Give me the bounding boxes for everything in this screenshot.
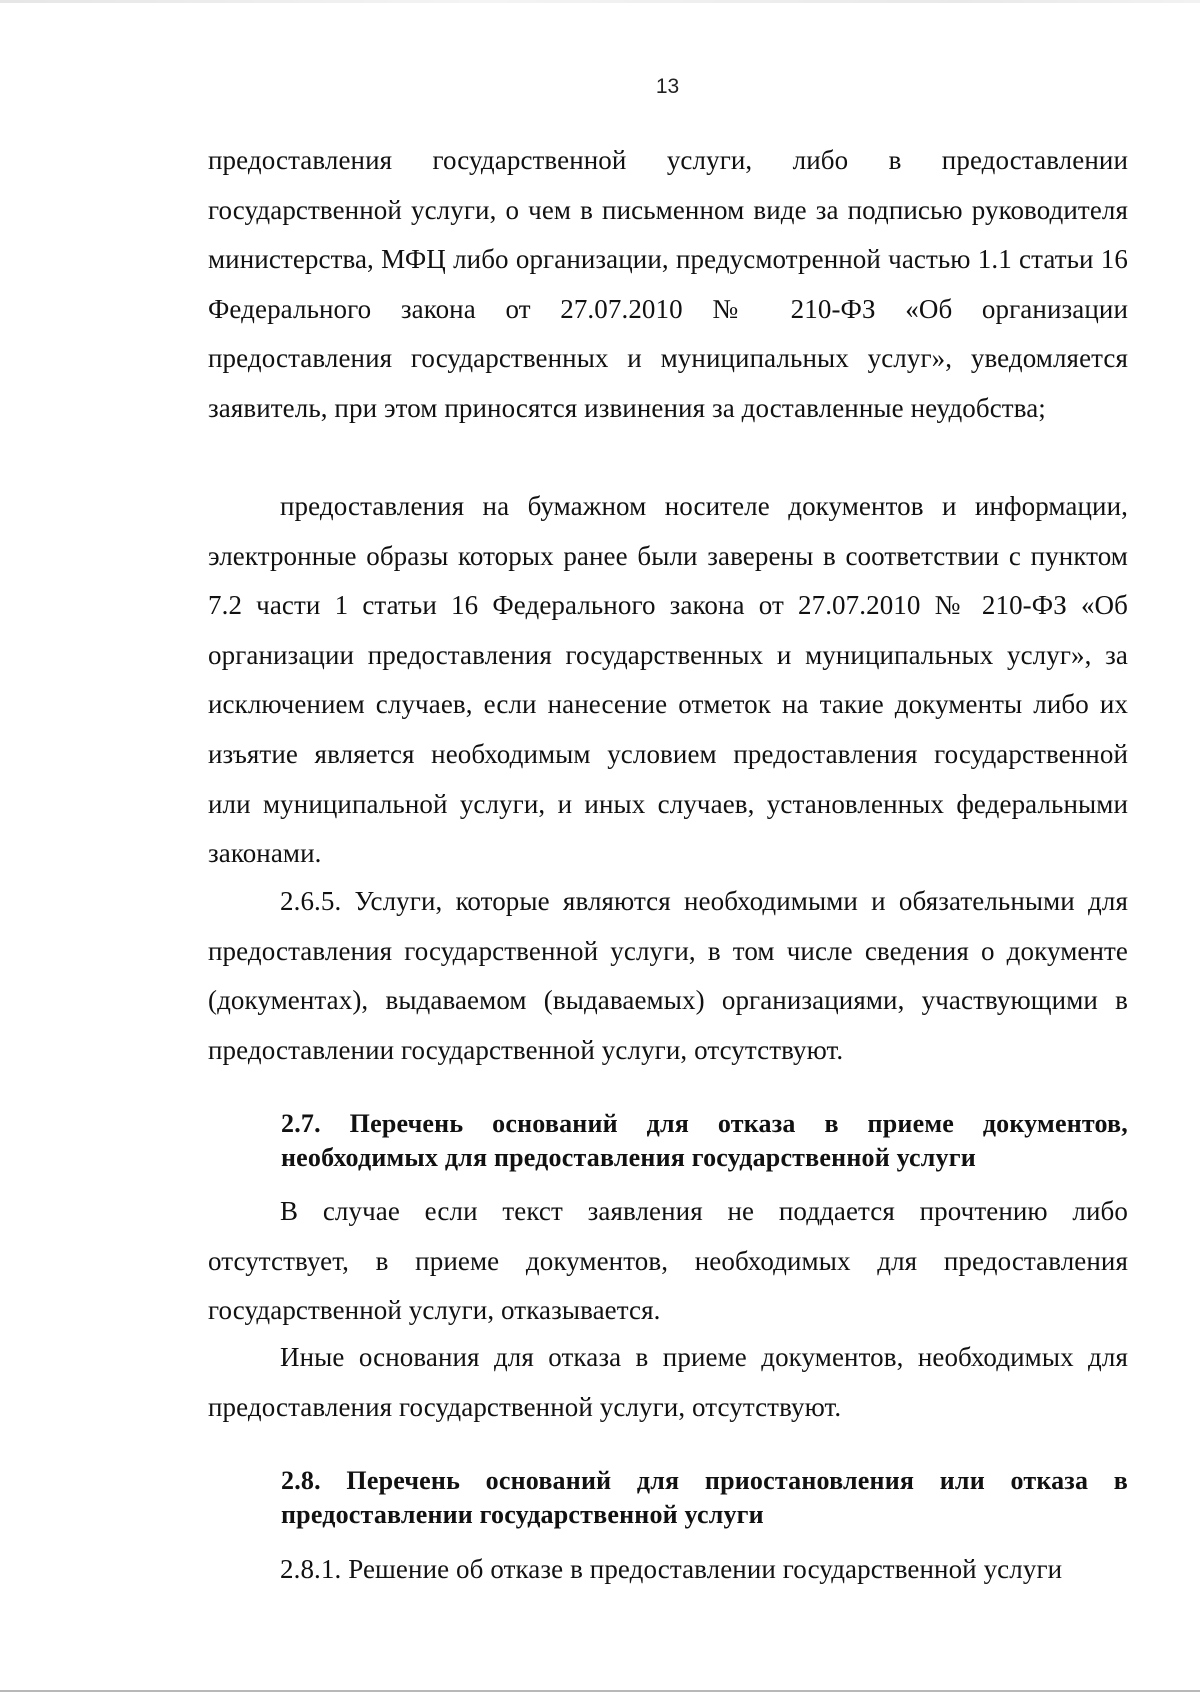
section-heading-2-7: 2.7. Перечень оснований для отказа в приеме документов, необходимых для предоставления государственной услуги [281, 1109, 1128, 1172]
section-heading-2-8: 2.8. Перечень оснований для приостановления или отказа в предоставлении государственной услуги [281, 1466, 1128, 1529]
paragraph-paper-documents: предоставления на бумажном носителе документов и информации, электронные образы которых ранее были заверены в соответствии с пунктом 7.2 части 1 статьи 16 Федерального закона от 27.07.2010 № 210-ФЗ «Об организации предоставления государственных и муниципальных услуг», за исключением случаев, если нанесение отметок на такие документы либо их изъятие является необходимым условием предоставления государственной или муниципальной услуги, и иных случаев, установленных федеральными законами. [208, 491, 1128, 869]
paragraph-refusal-reason: В случае если текст заявления не поддается прочтению либо отсутствует, в приеме документов, необходимых для предоставления государственной услуги, отказывается. [208, 1196, 1128, 1326]
paragraph-continuation: предоставления государственной услуги, либо в предоставлении государственной услуги, о чем в письменном виде за подписью руководителя министерства, МФЦ либо организации, предусмотренной частью 1.1 статьи 16 Федерального закона от 27.07.2010 № 210-ФЗ «Об организации предоставления государственных и муниципальных услуг», уведомляется заявитель, при этом приносятся извинения за доставленные неудобства; [208, 145, 1128, 423]
paragraph-2-6-5: 2.6.5. Услуги, которые являются необходимыми и обязательными для предоставления государственной услуги, в том числе сведения о документе (документах), выдаваемом (выдаваемых) организациями, участвующими в предоставлении государственной услуги, отсутствуют. [208, 886, 1128, 1065]
paragraph-other-grounds: Иные основания для отказа в приеме документов, необходимых для предоставления государственной услуги, отсутствуют. [208, 1342, 1128, 1422]
scan-top-edge [0, 0, 1200, 3]
page-number: 13 [655, 75, 680, 98]
scan-bottom-edge [0, 1690, 1200, 1692]
paragraph-2-8-1: 2.8.1. Решение об отказе в предоставлении государственной услуги [280, 1554, 1063, 1584]
